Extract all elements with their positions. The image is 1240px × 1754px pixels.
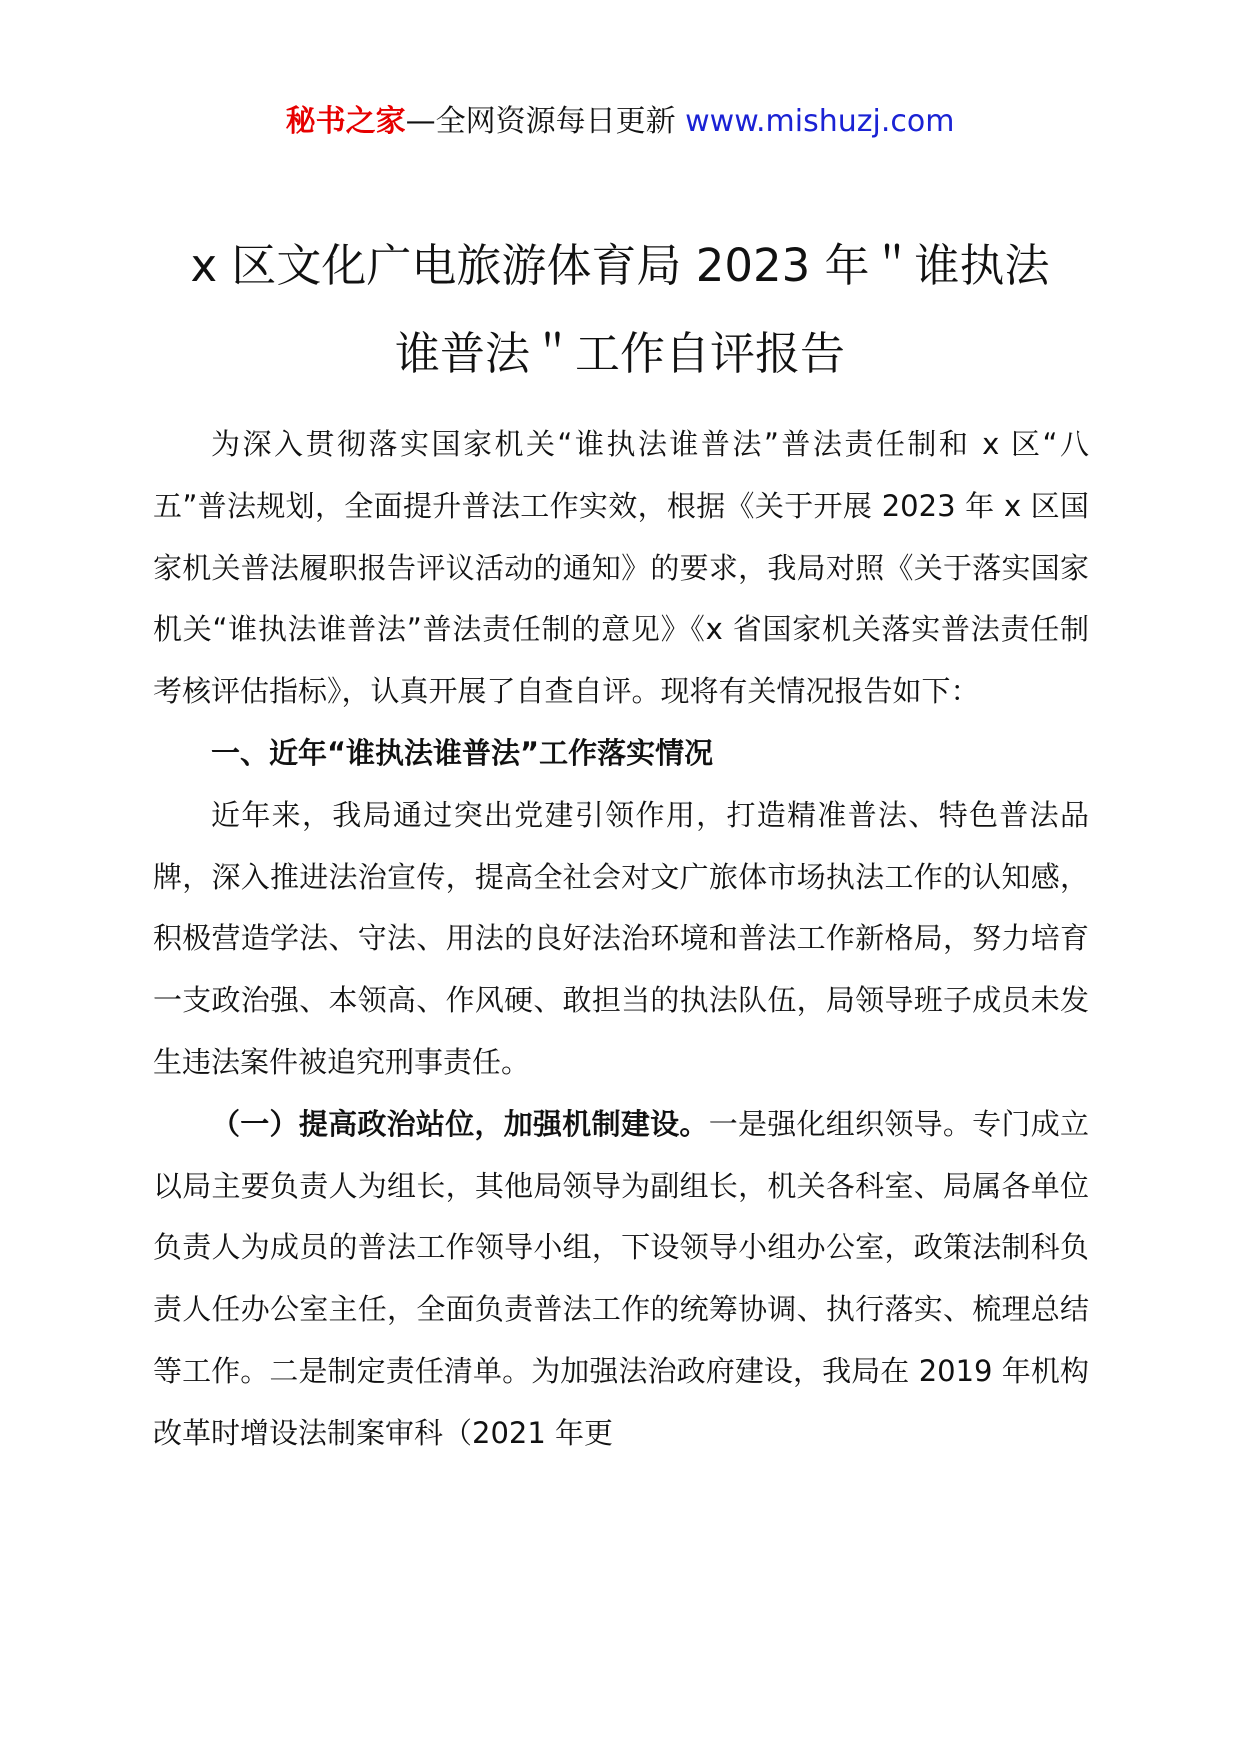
subsection-1-lead: （一）提高政治站位，加强机制建设。 xyxy=(211,1106,709,1141)
document-title xyxy=(150,222,1090,398)
subsection-1-paragraph xyxy=(153,1094,1089,1465)
document-body xyxy=(153,414,1089,1465)
section-heading-1: 一、近年“谁执法谁普法”工作落实情况 xyxy=(211,735,714,770)
site-banner xyxy=(0,100,1240,144)
banner-website-link[interactable]: www.mishuzj.com xyxy=(685,104,955,139)
intro-paragraph: 为深入贯彻落实国家机关“谁执法谁普法”普法责任制和 x 区“八五”普法规划，全面提升普法工作实效，根据《关于开展 2023 年 x 区国家机关普法履职报告评议活动的通知》的要求，我局对照《关于落实国家机关“谁执法谁普法”普法责任制的意见》《x 省国家机关落实普法责任制考核评估指标》，认真开展了自查自评。现将有关情况报告如下： xyxy=(153,427,1089,709)
subsection-1-text: 一是强化组织领导。专门成立以局主要负责人为组长，其他局领导为副组长，机关各科室、局属各单位负责人为成员的普法工作领导小组，下设领导小组办公室，政策法制科负责人任办公室主任，全面负责普法工作的统筹协调、执行落实、梳理总结等工作。二是制定责任清单。为加强法治政府建设，我局在 2019 年机构改革时增设法制案审科（2021 年更 xyxy=(153,1106,1089,1450)
section-1-paragraph: 近年来，我局通过突出党建引领作用，打造精准普法、特色普法品牌，深入推进法治宣传，提高全社会对文广旅体市场执法工作的认知感，积极营造学法、守法、用法的良好法治环境和普法工作新格局，努力培育一支政治强、本领高、作风硬、敢担当的执法队伍，局领导班子成员未发生违法案件被追究刑事责任。 xyxy=(153,797,1089,1079)
title-line-2: 谁普法＂工作自评报告 xyxy=(394,327,845,380)
title-line-1: x 区文化广电旅游体育局 2023 年＂谁执法 xyxy=(190,239,1050,292)
banner-slogan: —全网资源每日更新 xyxy=(405,104,676,139)
banner-brand: 秘书之家 xyxy=(285,104,406,139)
